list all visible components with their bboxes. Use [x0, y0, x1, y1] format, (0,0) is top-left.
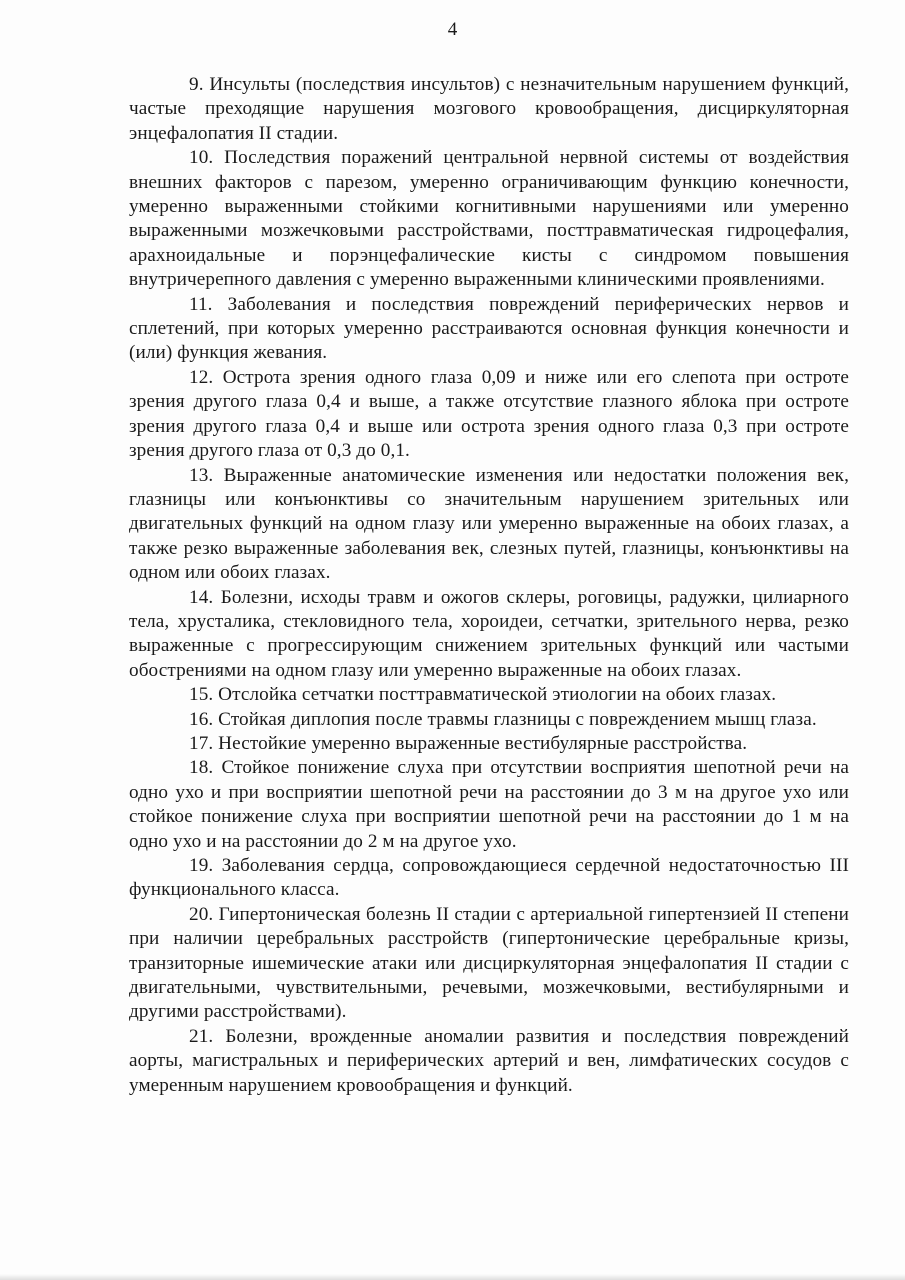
paragraph-13: 13. Выраженные анатомические изменения или недостатки положения век, глазницы или конъюнктивы со значительным нарушением зрительных или двигательных функций на одном глазу или умеренно выраженные на обоих глазах, а также резко выраженные заболевания век, слезных путей, глазницы, конъюнктивы на одном или обоих глазах. — [129, 464, 849, 584]
document-body — [129, 73, 849, 1098]
paragraph-12: 12. Острота зрения одного глаза 0,09 и ниже или его слепота при остроте зрения другого глаза 0,4 и выше, а также отсутствие глазного яблока при остроте зрения другого глаза 0,4 и выше или острота зрения одного глаза 0,3 при остроте зрения другого глаза от 0,3 до 0,1. — [129, 366, 849, 462]
paragraph-10: 10. Последствия поражений центральной нервной системы от воздействия внешних факторов с парезом, умеренно ограничивающим функцию конечности, умеренно выраженными стойкими когнитивными нарушениями или умеренно выраженными мозжечковыми расстройствами, посттравматическая гидроцефалия, арахноидальные и порэнцефалические кисты с синдромом повышения внутричерепного давления с умеренно выраженными клиническими проявлениями. — [129, 147, 849, 291]
paragraph-15: 15. Отслойка сетчатки посттравматической этиологии на обоих глазах. — [189, 684, 777, 706]
paragraph-9: 9. Инсульты (последствия инсультов) с незначительным нарушением функций, частые преходящие нарушения мозгового кровообращения, дисциркуляторная энцефалопатия II стадии. — [129, 74, 849, 144]
paragraph-11: 11. Заболевания и последствия повреждений периферических нервов и сплетений, при которых умеренно расстраиваются основная функция конечности и (или) функция жевания. — [129, 293, 849, 364]
paragraph-18: 18. Стойкое понижение слуха при отсутствии восприятия шепотной речи на одно ухо и при восприятии шепотной речи на расстоянии до 3 м на другое ухо или стойкое понижение слуха при восприятии шепотной речи на расстоянии до 1 м на одно ухо и на расстоянии до 2 м на другое ухо. — [129, 757, 849, 852]
paragraph-16: 16. Стойкая диплопия после травмы глазницы с повреждением мышц глаза. — [189, 708, 817, 730]
paragraph-20: 20. Гипертоническая болезнь II стадии с артериальной гипертензией II степени при наличии церебральных расстройств (гипертонические церебральные кризы, транзиторные ишемические атаки или дисциркуляторная энцефалопатия II стадии с двигательными, чувствительными, речевыми, мозжечковыми, вестибулярными и другими расстройствами). — [129, 903, 849, 1023]
paragraph-14: 14. Болезни, исходы травм и ожогов склеры, роговицы, радужки, цилиарного тела, хрусталика, стекловидного тела, хороидеи, сетчатки, зрительного нерва, резко выраженные с прогрессирующим снижением зрительных функций или частыми обострениями на одном глазу или умеренно выраженные на обоих глазах. — [129, 586, 849, 681]
page-number: 4 — [447, 19, 458, 40]
scan-edge-shadow — [0, 1274, 905, 1280]
paragraph-19: 19. Заболевания сердца, сопровождающиеся сердечной недостаточностью III функционального класса. — [129, 855, 849, 901]
paragraph-17: 17. Нестойкие умеренно выраженные вестибулярные расстройства. — [189, 732, 748, 754]
paragraph-21: 21. Болезни, врожденные аномалии развития и последствия повреждений аорты, магистральных и периферических артерий и вен, лимфатических сосудов с умеренным нарушением кровообращения и функций. — [129, 1025, 849, 1096]
